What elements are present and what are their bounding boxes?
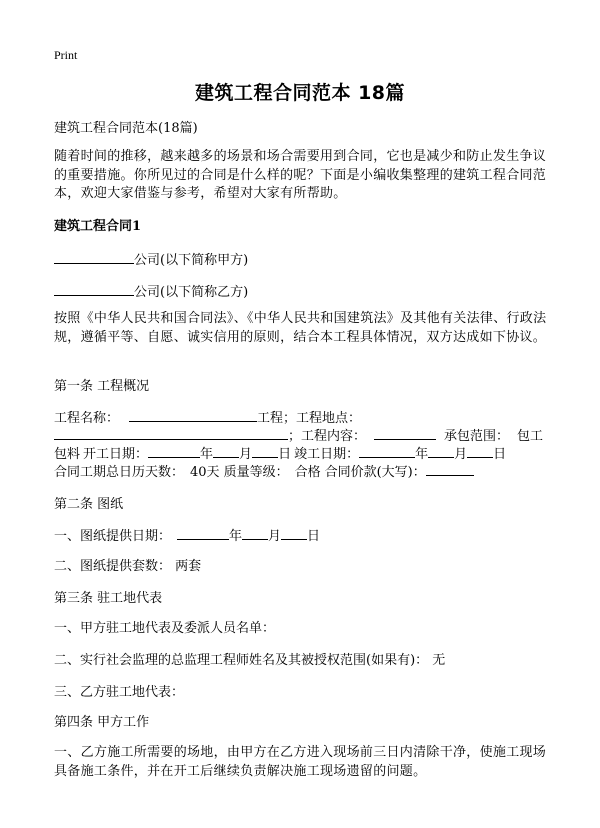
party-b-blank xyxy=(54,282,134,296)
end-year-blank xyxy=(359,444,415,458)
price-blank xyxy=(426,462,474,476)
project-name-line xyxy=(54,408,361,428)
article4-title: 第四条 甲方工作 xyxy=(54,715,150,730)
start-year-blank xyxy=(148,444,200,458)
document-subtitle: 建筑工程合同范本(18篇) xyxy=(54,121,198,136)
party-b-line xyxy=(54,282,248,302)
end-day-blank xyxy=(467,444,493,458)
price-label: 合同价款(大写)： xyxy=(324,465,426,480)
document-title: 建筑工程合同范本 18篇 xyxy=(194,82,406,104)
party-a-line xyxy=(54,250,248,270)
end-year-unit: 年 xyxy=(415,447,429,462)
drawings-sets-line: 二、图纸提供套数： 两套 xyxy=(54,559,202,574)
drawings-day-blank xyxy=(281,526,307,540)
drawings-date-label: 一、图纸提供日期： xyxy=(54,529,172,544)
project-content-label: ；工程内容： xyxy=(288,429,367,444)
intro-paragraph: 随着时间的推移，越来越多的场景和场合需要用到合同，它也是减少和防止发生争议的重要措施。你所见过的合同是什么样的呢？下面是小编收集整理的建筑工程合同范本，欢迎大家借鉴与参考，希望对大家有所帮助。 xyxy=(54,149,547,201)
scope-label: 承包范围： xyxy=(444,429,510,444)
drawings-year-blank xyxy=(177,526,229,540)
start-day-blank xyxy=(252,444,278,458)
preamble-paragraph: 按照《中华人民共和国合同法》、《中华人民共和国建筑法》及其他有关法律、行政法规，遵循平等、自愿、诚实信用的原则，结合本工程具体情况，双方达成如下协议。 xyxy=(54,311,547,345)
start-month-unit: 月 xyxy=(239,447,253,462)
article4-item1: 一、乙方施工所需要的场地，由甲方在乙方进入现场前三日内清除干净，使施工现场具备施工条件，并在开工后继续负责解决施工现场遗留的问题。 xyxy=(54,745,547,779)
party-a-label: 公司(以下简称甲方) xyxy=(134,253,249,268)
start-day-unit: 日 xyxy=(278,447,292,462)
start-date-label: 开工日期： xyxy=(83,447,149,462)
end-date-label: 竣工日期： xyxy=(294,447,360,462)
drawings-month-unit: 月 xyxy=(268,529,282,544)
scope-value-1: 包工 xyxy=(517,429,544,444)
article2-title: 第二条 图纸 xyxy=(54,497,124,512)
project-content-blank xyxy=(374,426,436,440)
supervising-engineer-line: 二、实行社会监理的总监理工程师姓名及其被授权范围(如果有)： 无 xyxy=(54,653,446,668)
quality-value: 合格 xyxy=(294,465,321,480)
party-a-blank xyxy=(54,250,134,264)
duration-value: 40天 xyxy=(190,465,220,480)
end-day-unit: 日 xyxy=(493,447,507,462)
scope-value-2: 包料 xyxy=(54,447,81,462)
drawings-month-blank xyxy=(242,526,268,540)
project-location-label: 工程；工程地点： xyxy=(257,411,362,426)
drawings-date-line xyxy=(54,526,320,546)
duration-line xyxy=(54,462,474,482)
end-month-unit: 月 xyxy=(454,447,468,462)
section-heading: 建筑工程合同1 xyxy=(54,219,142,234)
start-year-unit: 年 xyxy=(200,447,214,462)
start-month-blank xyxy=(213,444,239,458)
project-name-label: 工程名称： xyxy=(54,411,120,426)
project-location-blank xyxy=(54,426,288,440)
party-b-label: 公司(以下简称乙方) xyxy=(134,285,249,300)
dates-line xyxy=(54,444,506,464)
project-content-line xyxy=(54,426,543,446)
article3-title: 第三条 驻工地代表 xyxy=(54,591,163,606)
party-a-representatives: 一、甲方驻工地代表及委派人员名单： xyxy=(54,621,276,636)
end-month-blank xyxy=(428,444,454,458)
drawings-year-unit: 年 xyxy=(229,529,243,544)
print-link[interactable]: Print xyxy=(54,48,78,62)
project-name-blank xyxy=(129,408,257,422)
party-b-representative: 三、乙方驻工地代表： xyxy=(54,685,185,700)
article1-title: 第一条 工程概况 xyxy=(54,379,150,394)
quality-label: 质量等级： xyxy=(223,465,289,480)
duration-label: 合同工期总日历天数： xyxy=(54,465,185,480)
drawings-day-unit: 日 xyxy=(307,529,321,544)
